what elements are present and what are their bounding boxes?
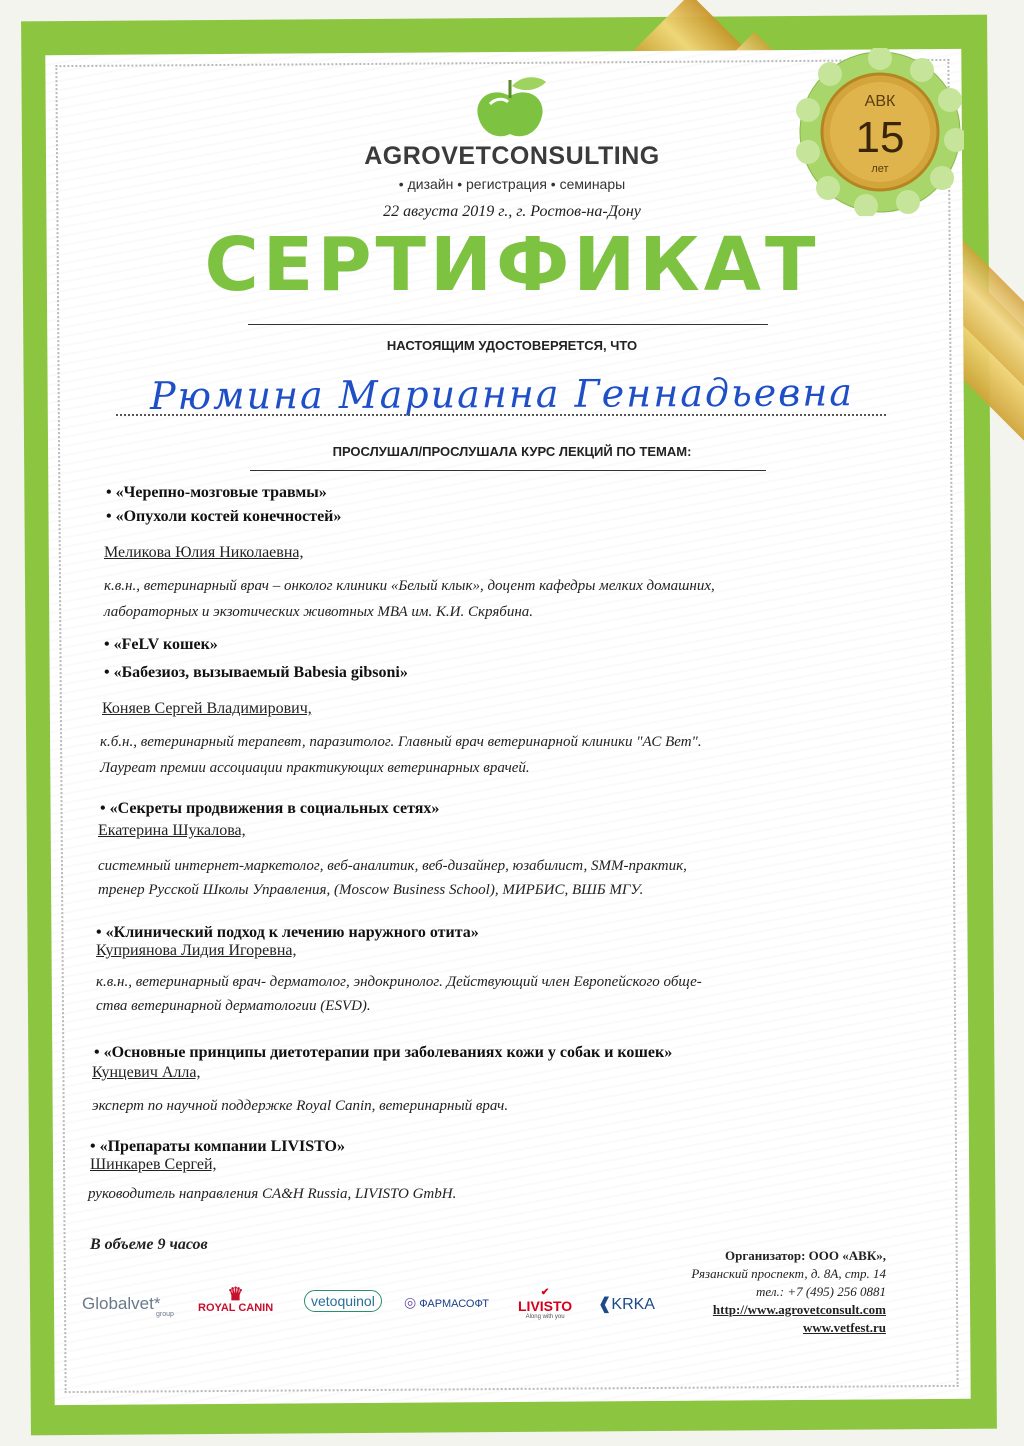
lecturer-desc: системный интернет-маркетолог, веб-аналитик, веб-дизайнер, юзабилист, SMM-практик, — [98, 858, 687, 874]
farmasoft-icon: ◎ — [404, 1294, 417, 1310]
topic: • «FeLV кошек» — [104, 636, 218, 653]
krka-logo: ❰KRKA — [598, 1296, 655, 1313]
lecturer-desc: эксперт по научной поддержке Royal Canin, ветеринарный врач. — [92, 1098, 509, 1114]
vetoquinol-logo: vetoquinol — [304, 1290, 382, 1312]
seal-number: 15 — [855, 113, 905, 162]
topic: • «Клинический подход к лечению наружного отита» — [96, 924, 479, 941]
seal-bottom-text: лет — [871, 163, 889, 175]
organizer-phone: тел.: +7 (495) 256 0881 — [755, 1284, 886, 1299]
recipient-name: Рюмина Марианна Геннадьевна — [149, 370, 855, 418]
lecturer-name: Меликова Юлия Николаевна, — [104, 544, 304, 561]
organizer-block — [691, 1247, 886, 1337]
seal-top-text: АВК — [864, 93, 896, 110]
organizer-website[interactable]: http://www.agrovetconsult.com — [712, 1302, 886, 1317]
date-place: 22 августа 2019 г., г. Ростов-на-Дону — [383, 203, 641, 220]
lecturer-name: Куприянова Лидия Игоревна, — [96, 942, 297, 959]
topic: • «Бабезиоз, вызываемый Babesia gibsoni» — [104, 664, 408, 681]
sponsor-logos — [82, 1286, 682, 1332]
topic: • «Черепно-мозговые травмы» — [106, 484, 327, 501]
lecturer-desc: ства ветеринарной дерматологии (ESVD). — [96, 998, 371, 1014]
lecturer-desc: тренер Русской Школы Управления, (Moscow Business School), МИРБИС, ВШБ МГУ. — [98, 882, 644, 898]
topic: • «Препараты компании LIVISTO» — [90, 1138, 345, 1155]
organizer-name: Организатор: ООО «АВК», — [725, 1248, 886, 1263]
crown-icon: ♛ — [227, 1284, 244, 1304]
livisto-check-icon: ✔ — [540, 1287, 550, 1298]
brand-tagline: • дизайн • регистрация • семинары — [398, 176, 626, 192]
lecturer-desc: руководитель направления CA&H Russia, LIVISTO GmbH. — [88, 1186, 457, 1202]
farmasoft-logo: ◎ ФАРМАСОФТ — [404, 1294, 489, 1310]
apple-logo-icon — [470, 72, 550, 142]
name-dotted-line — [116, 414, 886, 416]
lecturer-desc: Лауреат премии ассоциации практикующих ветеринарных врачей. — [100, 760, 530, 776]
lecturer-name: Екатерина Шукалова, — [98, 822, 246, 839]
listened-text: ПРОСЛУШАЛ/ПРОСЛУШАЛА КУРС ЛЕКЦИЙ ПО ТЕМАМ: — [332, 444, 692, 459]
topic: • «Опухоли костей конечностей» — [106, 508, 342, 525]
topic: • «Секреты продвижения в социальных сетях» — [100, 800, 440, 817]
lecturer-desc: к.б.н., ветеринарный терапевт, паразитолог. Главный врач ветеринарной клиники "АС Вет". — [100, 734, 702, 750]
globalvet-logo: Globalvet* group — [82, 1294, 174, 1318]
organizer-website-2[interactable]: www.vetfest.ru — [802, 1320, 886, 1335]
lecturer-desc: лабораторных и экзотических животных МВА им. К.И. Скрябина. — [104, 604, 534, 620]
lecturer-name: Шинкарев Сергей, — [90, 1156, 217, 1173]
lecturer-desc: к.в.н., ветеринарный врач – онколог клиники «Белый клык», доцент кафедры мелких домашних, — [104, 578, 715, 594]
lecturer-name: Кунцевич Алла, — [92, 1064, 201, 1081]
lecturer-name: Коняев Сергей Владимирович, — [102, 700, 312, 717]
livisto-logo: ✔ LIVISTO Along with you — [518, 1287, 573, 1320]
brand-name: AGROVETCONSULTING — [364, 142, 660, 170]
royal-canin-logo: ♛ ROYAL CANIN — [198, 1284, 274, 1314]
organizer-address: Рязанский проспект, д. 8А, стр. 14 — [691, 1266, 886, 1281]
topic: • «Основные принципы диетотерапии при заболеваниях кожи у собак и кошек» — [94, 1044, 673, 1061]
lecturer-desc: к.в.н., ветеринарный врач- дерматолог, эндокринолог. Действующий член Европейского обще- — [96, 974, 702, 990]
course-hours: В объеме 9 часов — [90, 1236, 208, 1253]
divider — [248, 324, 768, 325]
certificate-title: СЕРТИФИКАТ — [204, 222, 820, 308]
certifies-text: НАСТОЯЩИМ УДОСТОВЕРЯЕТСЯ, ЧТО — [386, 338, 638, 353]
divider — [250, 470, 766, 471]
krka-icon: ❰ — [598, 1296, 612, 1313]
